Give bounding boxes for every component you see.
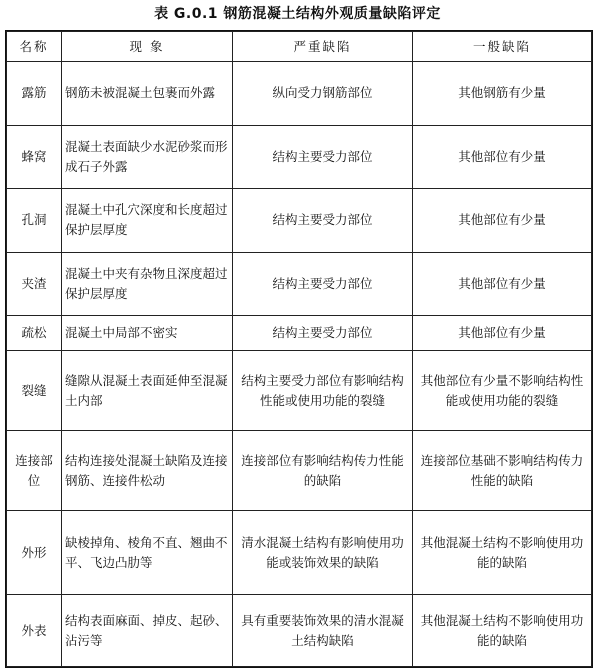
row-serious-defect-cell: 结构主要受力部位 bbox=[233, 252, 413, 316]
table-body bbox=[7, 62, 592, 667]
row-serious-defect-cell: 结构主要受力部位 bbox=[233, 125, 413, 189]
row-name-cell: 夹渣 bbox=[7, 252, 62, 316]
row-general-defect-cell: 其他混凝土结构不影响使用功能的缺陷 bbox=[413, 511, 592, 595]
row-name-cell: 蜂窝 bbox=[7, 125, 62, 189]
row-general-defect-cell: 其他部位有少量不影响结构性能或使用功能的裂缝 bbox=[413, 351, 592, 431]
row-name-cell: 外形 bbox=[7, 511, 62, 595]
row-serious-defect-cell: 清水混凝土结构有影响使用功能或装饰效果的缺陷 bbox=[233, 511, 413, 595]
row-phenomenon-cell: 缺棱掉角、棱角不直、翘曲不平、飞边凸肋等 bbox=[62, 511, 233, 595]
table-row bbox=[7, 511, 592, 595]
row-general-defect-cell: 其他混凝土结构不影响使用功能的缺陷 bbox=[413, 595, 592, 667]
row-name-cell: 连接部位 bbox=[7, 431, 62, 511]
row-name-cell: 露筋 bbox=[7, 62, 62, 126]
row-phenomenon-cell: 结构连接处混凝土缺陷及连接钢筋、连接件松动 bbox=[62, 431, 233, 511]
row-general-defect-cell: 其他钢筋有少量 bbox=[413, 62, 592, 126]
row-general-defect-cell: 其他部位有少量 bbox=[413, 125, 592, 189]
row-general-defect-cell: 其他部位有少量 bbox=[413, 316, 592, 351]
table-row bbox=[7, 595, 592, 667]
row-general-defect-cell: 其他部位有少量 bbox=[413, 252, 592, 316]
table-caption: 表 G.0.1 钢筋混凝土结构外观质量缺陷评定 bbox=[154, 6, 441, 22]
row-general-defect-cell: 其他部位有少量 bbox=[413, 189, 592, 253]
table-row bbox=[7, 252, 592, 316]
row-serious-defect-cell: 结构主要受力部位 bbox=[233, 316, 413, 351]
row-serious-defect-cell: 结构主要受力部位 bbox=[233, 189, 413, 253]
row-phenomenon-cell: 钢筋未被混凝土包裹而外露 bbox=[62, 62, 233, 126]
row-general-defect-cell: 连接部位基础不影响结构传力性能的缺陷 bbox=[413, 431, 592, 511]
header-general-defect: 一般缺陷 bbox=[413, 32, 592, 62]
table-row bbox=[7, 431, 592, 511]
header-name: 名称 bbox=[7, 32, 62, 62]
table-row bbox=[7, 351, 592, 431]
row-name-cell: 外表 bbox=[7, 595, 62, 667]
header-serious-defect: 严重缺陷 bbox=[233, 32, 413, 62]
header-phenomenon: 现 象 bbox=[62, 32, 233, 62]
row-phenomenon-cell: 混凝土中孔穴深度和长度超过保护层厚度 bbox=[62, 189, 233, 253]
table-row bbox=[7, 316, 592, 351]
table-row bbox=[7, 189, 592, 253]
table-row bbox=[7, 62, 592, 126]
row-name-cell: 裂缝 bbox=[7, 351, 62, 431]
row-name-cell: 疏松 bbox=[7, 316, 62, 351]
table-row bbox=[7, 125, 592, 189]
row-serious-defect-cell: 纵向受力钢筋部位 bbox=[233, 62, 413, 126]
row-phenomenon-cell: 混凝土表面缺少水泥砂浆而形成石子外露 bbox=[62, 125, 233, 189]
table-header-row bbox=[7, 32, 592, 62]
row-phenomenon-cell: 缝隙从混凝土表面延伸至混凝土内部 bbox=[62, 351, 233, 431]
row-serious-defect-cell: 具有重要装饰效果的清水混凝土结构缺陷 bbox=[233, 595, 413, 667]
row-phenomenon-cell: 混凝土中夹有杂物且深度超过保护层厚度 bbox=[62, 252, 233, 316]
row-serious-defect-cell: 结构主要受力部位有影响结构性能或使用功能的裂缝 bbox=[233, 351, 413, 431]
defect-evaluation-table bbox=[6, 31, 592, 667]
row-serious-defect-cell: 连接部位有影响结构传力性能的缺陷 bbox=[233, 431, 413, 511]
row-phenomenon-cell: 结构表面麻面、掉皮、起砂、沾污等 bbox=[62, 595, 233, 667]
row-name-cell: 孔洞 bbox=[7, 189, 62, 253]
row-phenomenon-cell: 混凝土中局部不密实 bbox=[62, 316, 233, 351]
